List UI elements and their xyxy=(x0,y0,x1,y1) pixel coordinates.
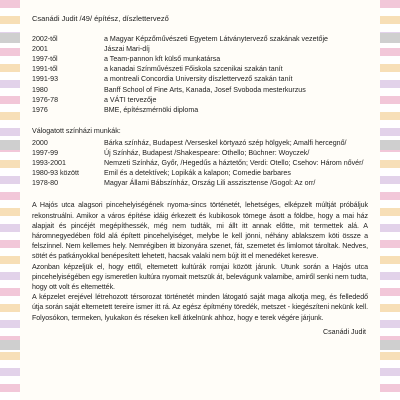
timeline-description: a Team-pannon kft külső munkatársa xyxy=(104,55,221,64)
timeline-year: 1976-78 xyxy=(32,95,59,104)
timeline-year: 1978-80 xyxy=(32,179,59,188)
timeline-year: 1976 xyxy=(32,105,48,114)
timeline-row xyxy=(32,54,368,64)
timeline-row xyxy=(32,158,368,168)
timeline-description: Jászai Mari-díj xyxy=(104,45,150,54)
timeline-year: 2001 xyxy=(32,45,48,54)
prose-paragraph: Azonban képzeljük el, hogy ettől, eltemetett kultúrák romjai között járunk. Utunk során a Hajós utca pincehelyiségében egy ismeretlen kultúra nyomait metszük át, belevágunk valamibe, amiről senki nem tudta, hogy ott volt és eltemették. xyxy=(32,262,368,292)
timeline-description: Bárka színház, Budapest /Verseskel körtyazó szép hölgyek; Amalfi hercegnő/ xyxy=(104,138,347,147)
timeline-row xyxy=(32,34,368,44)
timeline-year: 1991-től xyxy=(32,65,58,74)
timeline-row xyxy=(32,178,368,188)
timeline-description: a montreali Concordia University díszlettervező szakán tanít xyxy=(104,75,293,84)
timeline-description: a Magyar Képzőművészeti Egyetem Látványtervező szakának vezetője xyxy=(104,35,328,44)
works-title: Válogatott színházi munkák: xyxy=(32,126,121,135)
timeline-row xyxy=(32,168,368,178)
timeline-row xyxy=(32,64,368,74)
prose-body xyxy=(32,200,368,322)
timeline-year: 1997-től xyxy=(32,55,58,64)
signature: Csanádi Judit xyxy=(323,327,366,336)
author-name: Csanádi Judit xyxy=(32,14,78,23)
prose-paragraph: A Hajós utca alagsori pincehelyiségének nyoma-sincs történetét, lehetséges, elképzelt múltját próbáljuk rekonstruálni. Amikor a város építése idáig érkezett és kubikosok tömege ásott a földbe, hogy a mai ház alapjait és pincéjét megépíthessék, még nem tudták, mi állt itt annak előtte, mit termettek alá. A háromnegyedében föld alá épített pincehelyiséget, melybe le kell jönni, néhány ablakszem köti össze a felszínnel. Nem kellemes hely. Nemrégiben itt bizonyára szenet, fát, szemetet és limlomot tároltak. Nedves, sötét és patkányokkal benépesített lehetett, hacsak valaki nem bújt itt el menedéket keresve. xyxy=(32,201,368,261)
timeline-year: 1993-2001 xyxy=(32,159,66,168)
timeline-row xyxy=(32,95,368,105)
author-details: /49/ építész, díszlettervező xyxy=(77,14,169,23)
timeline-description: a VÁTI tervezője xyxy=(104,95,157,104)
timeline-description: BME, építészmérnöki diploma xyxy=(104,105,199,114)
timeline-row xyxy=(32,148,368,158)
timeline-description: Emil és a detektívek; Lopikák a kalapon; Comedie barbares xyxy=(104,169,291,178)
document-content xyxy=(32,14,368,337)
prose-paragraph: A képzelet erejével létrehozott térsorozat történetét minden látogató saját maga alkotja meg, és fellededő útja során saját eltemetett tereire ismer itt rá. Az egész építmény töredék, metszet - kiegészíteni nekünk kell. Folyosókon, termeken, lyukakon és réseken kell átkelnünk ahhoz, hogy e terek végére járjunk. xyxy=(32,293,368,322)
timeline-year: 1991-93 xyxy=(32,75,59,84)
timeline-year: 1997-99 xyxy=(32,149,59,158)
timeline-row xyxy=(32,74,368,84)
timeline-row xyxy=(32,138,368,148)
career-list xyxy=(32,34,368,115)
timeline-year: 2002-től xyxy=(32,35,58,44)
timeline-row xyxy=(32,105,368,115)
timeline-description: Nemzeti Színház, Győr, /Hegedűs a háztetőn; Verdi: Otello; Csehov: Három nővér/ xyxy=(104,159,364,168)
timeline-description: Új Színház, Budapest /Shakespeare: Othello; Büchner: Woyczek/ xyxy=(104,149,310,158)
author-header xyxy=(32,14,368,24)
timeline-row xyxy=(32,44,368,54)
timeline-year: 2000 xyxy=(32,138,48,147)
timeline-year: 1980-93 között xyxy=(32,169,79,178)
timeline-year: 1980 xyxy=(32,85,48,94)
timeline-description: Banff School of Fine Arts, Kanada, Josef Svoboda mesterkurzus xyxy=(104,85,306,94)
timeline-row xyxy=(32,85,368,95)
timeline-description: a kanadai Színművészeti Főiskola szcenikai szakán tanít xyxy=(104,65,283,74)
timeline-description: Magyar Állami Bábszínház, Ország Lili asszisztense /Gogol: Az orr/ xyxy=(104,179,316,188)
works-list xyxy=(32,138,368,188)
